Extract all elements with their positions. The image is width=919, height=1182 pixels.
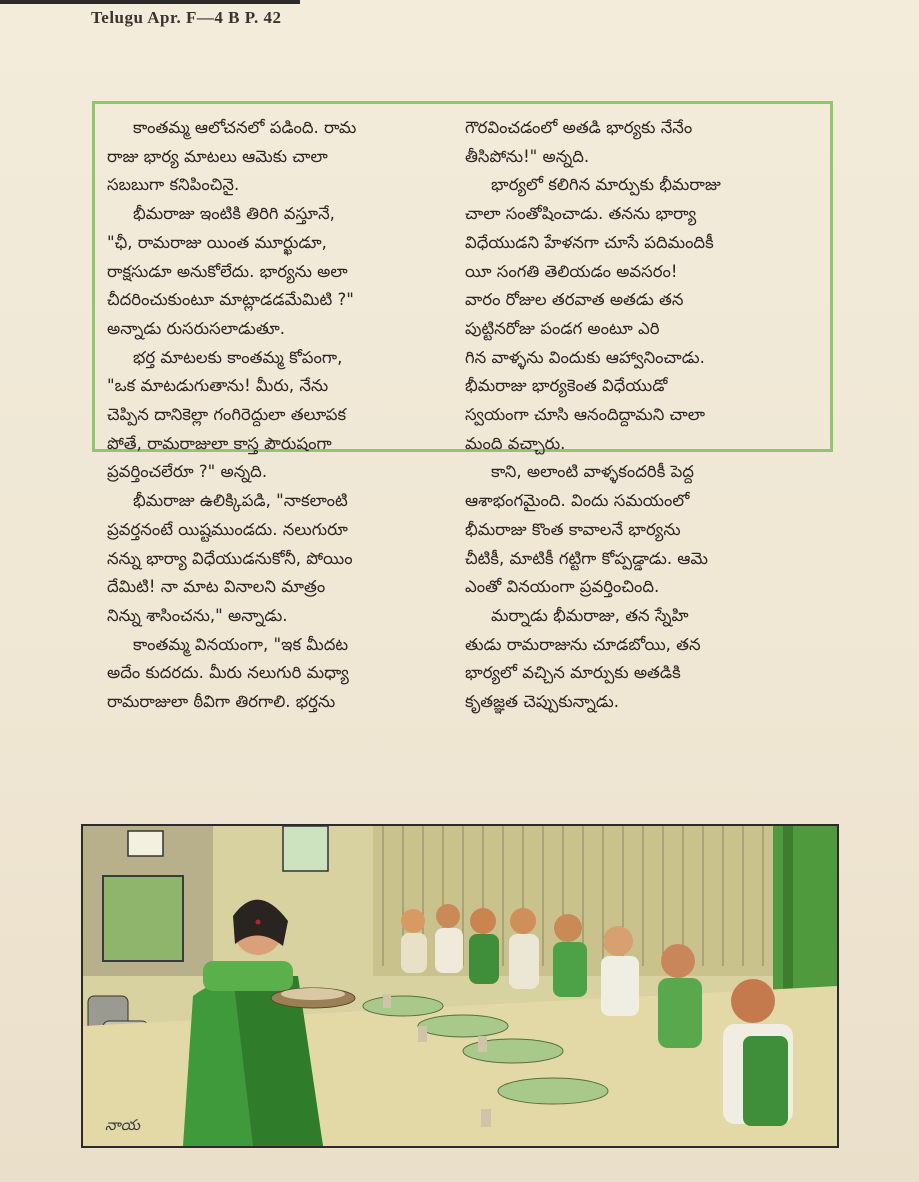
left-column-line: రాక్షసుడూ అనుకోలేదు. భార్యను అలా [107, 261, 348, 281]
right-column-line: మర్నాడు భీమరాజు, తన స్నేహి [491, 605, 689, 625]
left-column-line: పోతే, రామరాజులా కాస్త పౌరుషంగా [107, 433, 332, 453]
right-column-line: వారం రోజుల తరవాత అతడు తన [465, 290, 684, 310]
left-column-line: ప్రవర్తనంటే యిష్టముండదు. నలుగురూ [107, 519, 348, 539]
right-column-line: చాలా సంతోషించాడు. తనను భార్యా [465, 204, 697, 224]
right-column-line: తీసిపోను!" అన్నది. [465, 146, 590, 166]
right-column-line: భార్యలో వచ్చిన మార్పుకు అతడికి [465, 663, 681, 683]
left-column-line: ప్రవర్తించలేరూ ?" అన్నది. [107, 462, 268, 482]
right-column-line: కృతజ్ఞత చెప్పుకున్నాడు. [465, 692, 620, 712]
feast-scene-drawing [83, 826, 837, 1146]
left-column-line: భీమరాజు ఉలిక్కిపడి, "నాకలాంటి [133, 491, 348, 511]
right-column-line: భీమరాజు భార్యకెంత విధేయుడో [465, 376, 668, 396]
right-column-line: చీటికీ, మాటికీ గట్టిగా కోప్పడ్డాడు. ఆమె [465, 548, 708, 568]
right-column-line: యీ సంగతి తెలియడం అవసరం! [465, 261, 678, 281]
left-column [107, 114, 452, 717]
left-column-line: నిన్ను శాసించను," అన్నాడు. [107, 605, 288, 625]
left-column-line: భర్త మాటలకు కాంతమ్మ కోపంగా, [133, 347, 343, 367]
left-column-line: అదేం కుదరదు. మీరు నలుగురి మధ్యా [107, 663, 349, 683]
right-column-line: తుడు రామరాజును చూడబోయి, తన [465, 634, 701, 654]
right-column-line: గౌరవించడంలో అతడి భార్యకు నేనేం [465, 118, 693, 137]
right-column-line: ఎంతో వినయంగా ప్రవర్తించింది. [465, 577, 660, 597]
story-illustration [81, 824, 839, 1148]
right-column-line: పుట్టినరోజు పండగ అంటూ ఎరి [465, 318, 660, 338]
left-column-line: నన్ను భార్యా విధేయుడనుకోనీ, పోయిం [107, 548, 353, 568]
artist-signature: నాయ [105, 1116, 140, 1134]
left-column-line: చెప్పిన దానికెల్లా గంగిరెద్దులా తలూపక [107, 405, 347, 425]
left-column-line: భీమరాజు ఇంటికి తిరిగి వస్తూనే, [133, 204, 335, 224]
left-column-line: "ఛీ, రామరాజు యింత మూర్ఖుడూ, [107, 232, 327, 252]
left-column-line: చీదరించుకుంటూ మాట్లాడడమేమిటి ?" [107, 290, 354, 310]
page-header: Telugu Apr. F—4 B P. 42 [91, 8, 282, 27]
left-column-line: దేమిటి! నా మాట వినాలని మాత్రం [107, 577, 326, 597]
right-column [465, 114, 810, 717]
right-column-line: కాని, అలాంటి వాళ్ళకందరికీ పెద్ద [491, 462, 694, 482]
right-column-line: గిన వాళ్ళను విందుకు ఆహ్వానించాడు. [465, 347, 705, 367]
left-column-line: రాజు భార్య మాటలు ఆమెకు చాలా [107, 146, 328, 166]
right-column-line: స్వయంగా చూసి ఆనందిద్దామని చాలా [465, 405, 706, 425]
left-column-line: రామరాజులా ఠీవిగా తిరగాలి. భర్తను [107, 692, 336, 712]
left-column-line: "ఒక మాటడుగుతాను! మీరు, నేను [107, 376, 329, 396]
right-column-line: భార్యలో కలిగిన మార్పుకు భీమరాజు [491, 175, 721, 195]
top-edge-bar [0, 0, 300, 4]
left-column-line: అన్నాడు రుసరుసలాడుతూ. [107, 318, 285, 338]
right-column-line: విధేయుడని హేళనగా చూసే పదిమందికీ [465, 232, 714, 252]
right-column-line: భీమరాజు కొంత కావాలనే భార్యను [465, 519, 681, 539]
right-column-line: ఆశాభంగమైంది. విందు సమయంలో [465, 491, 690, 511]
left-column-line: సబబుగా కనిపించినై. [107, 175, 240, 195]
story-text-box [92, 101, 833, 712]
right-column-line: మంది వచ్చారు. [465, 433, 566, 453]
left-column-line: కాంతమ్మ ఆలోచనలో పడింది. రామ [133, 118, 357, 137]
left-column-line: కాంతమ్మ వినయంగా, "ఇక మీదట [133, 634, 349, 654]
